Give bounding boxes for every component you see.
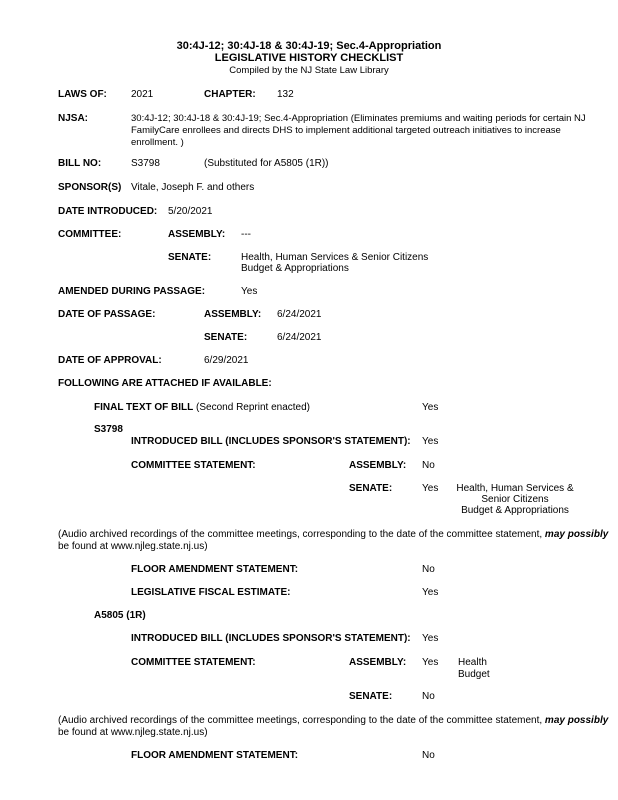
a5805-cs-senate-label: SENATE: [349,691,393,702]
passage-label: DATE OF PASSAGE: [58,309,156,320]
s3798-fiscal-label: LEGISLATIVE FISCAL ESTIMATE: [131,587,291,598]
audio-note-2-line2: be found at www.njleg.state.nj.us) [58,727,208,738]
audio-note-emphasis: may possibly [544,715,609,726]
audio-note-2-line1 [58,715,608,727]
passage-assembly-value: 6/24/2021 [277,309,322,320]
a5805-cs-assembly-value: Yes [422,657,439,668]
committee-assembly-value: --- [241,229,251,240]
a5805-floor-value: No [422,750,435,761]
s3798-cs-senate-committee-2: Senior Citizens [481,494,549,505]
checklist-title: LEGISLATIVE HISTORY CHECKLIST [214,52,404,64]
committee-senate-line1: Health, Human Services & Senior Citizens [241,252,429,263]
audio-note-emphasis: may possibly [544,529,609,540]
laws-of-value: 2021 [131,89,154,100]
date-introduced-label: DATE INTRODUCED: [58,206,158,217]
s3798-cs-senate-label: SENATE: [349,483,393,494]
committee-label: COMMITTEE: [58,229,122,240]
audio-note-1-line2: be found at www.njleg.state.nj.us) [58,541,208,552]
date-introduced-value: 5/20/2021 [168,206,213,217]
njsa-label: NJSA: [58,113,89,124]
committee-senate-line2: Budget & Appropriations [241,263,349,274]
bill-no-value: S3798 [131,158,160,169]
bill-substitution-note: (Substituted for A5805 (1R)) [204,158,329,169]
audio-note-text: (Audio archived recordings of the committee meetings, corresponding to the date of the committee statement, [58,529,543,540]
committee-senate-label: SENATE: [168,252,212,263]
s3798-heading: S3798 [94,424,123,435]
a5805-floor-label: FLOOR AMENDMENT STATEMENT: [131,750,299,761]
final-text-row [94,402,310,414]
a5805-intro-label: INTRODUCED BILL (INCLUDES SPONSOR'S STATEMENT): [131,633,411,644]
approval-value: 6/29/2021 [204,355,249,366]
sponsor-value: Vitale, Joseph F. and others [131,182,255,193]
bill-no-label: BILL NO: [58,158,102,169]
s3798-floor-label: FLOOR AMENDMENT STATEMENT: [131,564,299,575]
attached-heading: FOLLOWING ARE ATTACHED IF AVAILABLE: [58,378,272,389]
sponsor-label: SPONSOR(S) [58,182,122,193]
s3798-cs-assembly-value: No [422,460,435,471]
final-text-label: FINAL TEXT OF BILL [94,402,194,413]
s3798-intro-value: Yes [422,436,439,447]
audio-note-1-line1 [58,529,608,541]
a5805-heading: A5805 (1R) [94,610,146,621]
s3798-intro-label: INTRODUCED BILL (INCLUDES SPONSOR'S STATEMENT): [131,436,411,447]
s3798-cs-senate-committee-3: Budget & Appropriations [461,505,569,516]
s3798-floor-value: No [422,564,435,575]
compiled-by: Compiled by the NJ State Law Library [229,65,389,76]
s3798-cs-senate-value: Yes [422,483,439,494]
a5805-cs-assembly-committee-2: Budget [458,669,490,680]
passage-senate-label: SENATE: [204,332,248,343]
committee-assembly-label: ASSEMBLY: [168,229,226,240]
approval-label: DATE OF APPROVAL: [58,355,162,366]
a5805-cs-assembly-committee-1: Health [458,657,487,668]
laws-of-label: LAWS OF: [58,89,107,100]
amended-value: Yes [241,286,258,297]
a5805-cs-assembly-label: ASSEMBLY: [349,657,407,668]
final-text-note: (Second Reprint enacted) [196,402,311,413]
njsa-value: 30:4J-12; 30:4J-18 & 30:4J-19; Sec.4-Appropriation (Eliminates premiums and waiting periods for certain NJ FamilyCare enrollees and directs DHS to implement additional targeted outreach initiatives to increase enrollment. ) [131,113,586,148]
s3798-fiscal-value: Yes [422,587,439,598]
s3798-cs-assembly-label: ASSEMBLY: [349,460,407,471]
audio-note-text: (Audio archived recordings of the committee meetings, corresponding to the date of the committee statement, [58,715,543,726]
final-text-value: Yes [422,402,439,413]
a5805-cs-label: COMMITTEE STATEMENT: [131,657,256,668]
passage-senate-value: 6/24/2021 [277,332,322,343]
passage-assembly-label: ASSEMBLY: [204,309,262,320]
chapter-label: CHAPTER: [204,89,256,100]
s3798-cs-senate-committee-1: Health, Human Services & [456,483,574,494]
a5805-cs-senate-value: No [422,691,435,702]
s3798-cs-label: COMMITTEE STATEMENT: [131,460,256,471]
page-title: 30:4J-12; 30:4J-18 & 30:4J-19; Sec.4-Appropriation [176,40,442,52]
amended-label: AMENDED DURING PASSAGE: [58,286,206,297]
a5805-intro-value: Yes [422,633,439,644]
chapter-value: 132 [277,89,294,100]
